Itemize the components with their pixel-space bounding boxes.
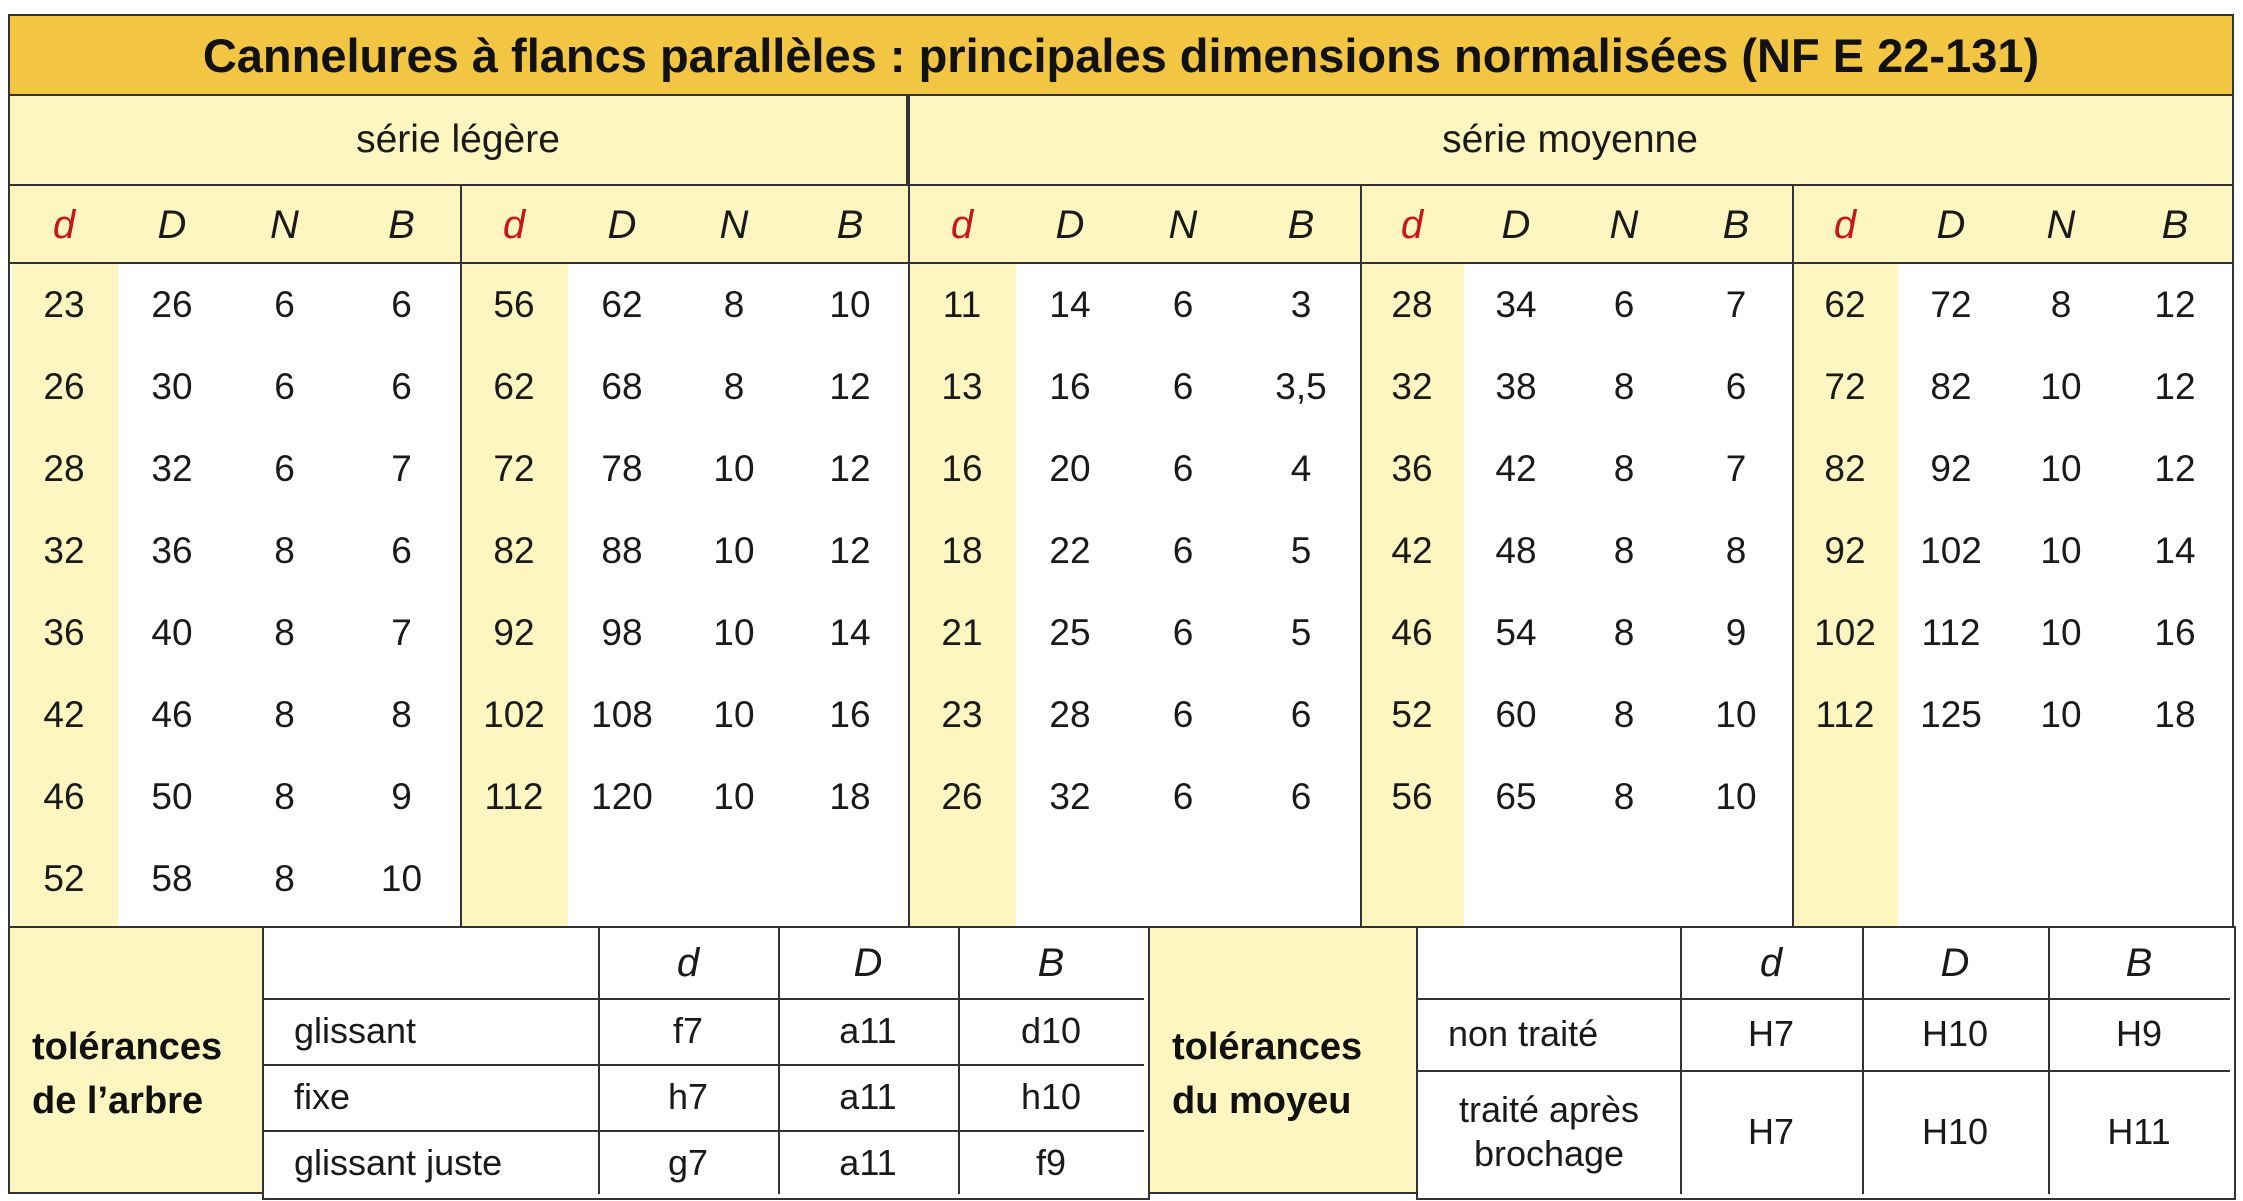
table-cell-N: 10	[2040, 612, 2082, 653]
table-cell-N: 8	[274, 776, 295, 817]
column-header-B: B	[2161, 202, 2189, 247]
table-cell-B: 10	[1715, 776, 1757, 817]
moyeu-cell: H10	[1921, 1013, 1989, 1054]
table-cell-d: 82	[493, 530, 535, 571]
column-header-D: D	[607, 202, 637, 247]
table-cell-d: 72	[1824, 366, 1866, 407]
table-cell-D: 58	[151, 858, 193, 899]
table-cell-d: 32	[43, 530, 85, 571]
table-cell-d: 23	[43, 284, 85, 325]
table-cell-D: 50	[151, 776, 193, 817]
table-cell-D: 34	[1495, 284, 1537, 325]
table-cell-d: 42	[43, 694, 85, 735]
table-cell-D: 25	[1049, 612, 1091, 653]
table-cell-D: 32	[151, 448, 193, 489]
table-cell-d: 112	[1815, 694, 1875, 735]
rule	[1862, 928, 1864, 1194]
tolerances-moyeu-label-line2: du moyeu	[1172, 1080, 1352, 1122]
table-cell-N: 6	[274, 284, 295, 325]
column-header-d: d	[52, 202, 76, 247]
table-cell-d: 28	[1391, 284, 1433, 325]
table-cell-B: 16	[2154, 612, 2196, 653]
table-cell-B: 3	[1290, 284, 1312, 325]
column-header-B: B	[1722, 202, 1750, 247]
table-cell-B: 12	[829, 366, 871, 407]
table-cell-N: 8	[1613, 694, 1635, 735]
table-cell-d: 26	[43, 366, 85, 407]
table-cell-d: 92	[493, 612, 535, 653]
table-cell-B: 7	[1725, 448, 1747, 489]
tolerances-arbre-label-line1: tolérances	[32, 1026, 223, 1068]
moyeu-cell: H10	[1921, 1111, 1989, 1152]
arbre-cell: g7	[667, 1142, 709, 1183]
table-cell-D: 48	[1495, 530, 1537, 571]
rule	[264, 1064, 1144, 1066]
table-cell-B: 5	[1290, 530, 1312, 571]
table-cell-B: 12	[2154, 448, 2196, 489]
block-separator	[1792, 186, 1794, 926]
column-header-N: N	[270, 202, 299, 247]
table-cell-N: 6	[1172, 530, 1194, 571]
column-header-d: d	[1833, 202, 1857, 247]
arbre-cell: h10	[1020, 1076, 1082, 1117]
table-cell-B: 12	[829, 530, 871, 571]
rule	[1418, 1070, 2230, 1072]
table-cell-N: 8	[723, 366, 745, 407]
table-cell-N: 8	[1613, 776, 1635, 817]
rule	[264, 998, 1144, 1000]
table-cell-D: 46	[151, 694, 193, 735]
arbre-row-label: glissant	[294, 1010, 417, 1051]
table-cell-D: 62	[601, 284, 643, 325]
table-cell-B: 8	[391, 694, 412, 735]
table-cell-d: 102	[1814, 612, 1876, 653]
table-cell-N: 8	[2050, 284, 2072, 325]
table-cell-N: 6	[1172, 448, 1194, 489]
table-cell-B: 5	[1290, 612, 1312, 653]
block-separator	[908, 96, 910, 926]
table-cell-d: 102	[483, 694, 545, 735]
table-cell-D: 42	[1495, 448, 1537, 489]
table-cell-d: 21	[941, 612, 983, 653]
rule	[778, 928, 780, 1194]
table-cell-N: 8	[1613, 612, 1635, 653]
table-cell-d: 56	[1391, 776, 1433, 817]
moyeu-row-label-line1: traité après	[1458, 1089, 1640, 1130]
table-cell-N: 6	[274, 366, 295, 407]
table-cell-N: 10	[713, 530, 755, 571]
column-header-N: N	[2046, 202, 2076, 247]
rule	[598, 928, 600, 1194]
table-cell-B: 8	[1725, 530, 1747, 571]
table-cell-B: 18	[829, 776, 871, 817]
table-cell-N: 10	[2040, 366, 2082, 407]
table-cell-N: 6	[1172, 284, 1194, 325]
tolerances-arbre-label	[32, 1020, 262, 1128]
series-moyenne-heading: série moyenne	[908, 96, 2232, 186]
column-header-D: D	[1055, 202, 1085, 247]
moyeu-cell: H7	[1747, 1111, 1795, 1152]
table-cell-N: 8	[274, 612, 295, 653]
moyeu-row-label: non traité	[1448, 1013, 1599, 1054]
table-cell-B: 6	[1290, 776, 1312, 817]
rule	[1418, 998, 2230, 1000]
table-cell-B: 6	[391, 530, 412, 571]
dimension-grid	[10, 16, 2232, 926]
table-cell-N: 8	[274, 694, 295, 735]
table-cell-B: 7	[1725, 284, 1747, 325]
table-cell-d: 26	[941, 776, 983, 817]
table-cell-D: 112	[1921, 612, 1981, 653]
arbre-header-B: B	[1037, 940, 1065, 985]
tolerances-moyeu-label	[1172, 1020, 1422, 1128]
table-cell-N: 10	[2040, 694, 2082, 735]
series-legere-heading: série légère	[10, 96, 908, 186]
table-cell-N: 8	[723, 284, 745, 325]
table-cell-D: 26	[151, 284, 193, 325]
table-cell-N: 8	[274, 530, 295, 571]
table-cell-d: 46	[1391, 612, 1433, 653]
table-cell-N: 6	[1172, 694, 1194, 735]
table-cell-D: 54	[1495, 612, 1537, 653]
table-cell-D: 22	[1049, 530, 1091, 571]
table-cell-N: 10	[713, 448, 755, 489]
table-cell-D: 20	[1049, 448, 1091, 489]
table-cell-N: 10	[713, 694, 755, 735]
table-cell-d: 28	[43, 448, 85, 489]
table-cell-N: 8	[274, 858, 295, 899]
block-separator	[460, 186, 462, 926]
column-header-N: N	[1168, 202, 1198, 247]
table-cell-d: 112	[484, 776, 544, 817]
column-header-B: B	[1287, 202, 1315, 247]
arbre-header-d: d	[676, 940, 700, 985]
table-cell-D: 82	[1930, 366, 1972, 407]
table-cell-B: 12	[2154, 284, 2196, 325]
table-cell-d: 36	[43, 612, 85, 653]
table-cell-N: 6	[1172, 612, 1194, 653]
table-cell-N: 10	[713, 776, 755, 817]
table-cell-d: 62	[493, 366, 535, 407]
table-cell-d: 82	[1824, 448, 1866, 489]
table-cell-D: 120	[591, 776, 653, 817]
moyeu-header-B: B	[2125, 940, 2153, 985]
table-cell-B: 6	[1725, 366, 1747, 407]
table-cell-d: 92	[1824, 530, 1866, 571]
tolerances-arbre-label-line2: de l’arbre	[32, 1080, 204, 1122]
rule	[264, 1130, 1144, 1132]
table-cell-B: 7	[391, 448, 412, 489]
table-cell-B: 7	[391, 612, 412, 653]
table-cell-D: 88	[601, 530, 643, 571]
arbre-cell: a11	[839, 1076, 897, 1117]
table-cell-N: 6	[1172, 776, 1194, 817]
table-cell-D: 102	[1920, 530, 1982, 571]
column-header-D: D	[1936, 202, 1966, 247]
spline-dimensions-table	[8, 14, 2234, 1194]
table-cell-D: 60	[1495, 694, 1537, 735]
tolerances-section	[10, 926, 2232, 1192]
table-cell-d: 72	[493, 448, 535, 489]
rule	[2048, 928, 2050, 1194]
moyeu-cell: H11	[2107, 1111, 2171, 1152]
table-cell-B: 10	[380, 858, 423, 899]
table-cell-d: 52	[1391, 694, 1433, 735]
rule	[1680, 928, 1682, 1194]
table-cell-D: 108	[591, 694, 653, 735]
table-cell-N: 10	[2040, 530, 2082, 571]
column-header-d: d	[1400, 202, 1424, 247]
table-cell-d: 56	[493, 284, 535, 325]
moyeu-header-d: d	[1759, 940, 1783, 985]
tolerances-arbre-table	[262, 926, 1150, 1200]
tolerances-moyeu-label-line1: tolérances	[1172, 1026, 1363, 1068]
column-header-B: B	[836, 202, 864, 247]
table-cell-D: 40	[151, 612, 193, 653]
moyeu-cell: H7	[1747, 1013, 1795, 1054]
table-cell-D: 16	[1049, 366, 1091, 407]
arbre-cell: a11	[839, 1010, 897, 1051]
table-cell-D: 92	[1930, 448, 1972, 489]
table-cell-d: 11	[942, 284, 982, 325]
moyeu-cell: H9	[2115, 1013, 2163, 1054]
table-cell-B: 10	[1715, 694, 1757, 735]
table-cell-B: 6	[391, 366, 412, 407]
table-cell-B: 10	[829, 284, 871, 325]
table-cell-D: 14	[1049, 284, 1091, 325]
arbre-cell: a11	[839, 1142, 897, 1183]
table-cell-d: 62	[1824, 284, 1866, 325]
table-cell-D: 78	[601, 448, 643, 489]
table-cell-D: 72	[1930, 284, 1972, 325]
table-cell-D: 36	[151, 530, 193, 571]
column-header-d: d	[502, 202, 526, 247]
table-cell-D: 65	[1495, 776, 1537, 817]
column-header-N: N	[1609, 202, 1639, 247]
moyeu-row-label	[1418, 1070, 1680, 1194]
column-header-D: D	[157, 202, 187, 247]
table-cell-N: 6	[274, 448, 295, 489]
table-title: Cannelures à flancs parallèles : principales dimensions normalisées (NF E 22-131)	[10, 16, 2232, 96]
arbre-header-D: D	[853, 940, 883, 985]
arbre-cell: f9	[1035, 1142, 1067, 1183]
table-cell-B: 18	[2154, 694, 2196, 735]
moyeu-header-D: D	[1940, 940, 1970, 985]
table-cell-D: 30	[151, 366, 193, 407]
table-cell-B: 14	[2154, 530, 2196, 571]
tolerances-moyeu-table	[1416, 926, 2236, 1200]
arbre-cell: d10	[1020, 1010, 1082, 1051]
table-cell-N: 8	[1613, 530, 1635, 571]
rule	[958, 928, 960, 1194]
column-header-D: D	[1501, 202, 1531, 247]
arbre-cell: f7	[672, 1010, 704, 1051]
table-cell-B: 6	[391, 284, 412, 325]
table-cell-B: 6	[1290, 694, 1312, 735]
table-cell-d: 23	[941, 694, 983, 735]
table-cell-B: 9	[1725, 612, 1747, 653]
table-cell-B: 14	[829, 612, 871, 653]
arbre-row-label: glissant juste	[294, 1142, 503, 1183]
table-cell-B: 3,5	[1275, 366, 1327, 407]
block-separator	[1360, 186, 1362, 926]
table-cell-d: 42	[1391, 530, 1433, 571]
table-cell-d: 46	[43, 776, 85, 817]
moyeu-row-label-line2: brochage	[1473, 1133, 1625, 1174]
table-cell-B: 12	[829, 448, 871, 489]
table-cell-D: 32	[1049, 776, 1091, 817]
table-cell-B: 12	[2154, 366, 2196, 407]
table-cell-d: 16	[941, 448, 983, 489]
table-cell-N: 8	[1613, 448, 1635, 489]
arbre-row-label: fixe	[294, 1076, 351, 1117]
table-cell-d: 32	[1391, 366, 1433, 407]
column-header-N: N	[719, 202, 749, 247]
arbre-cell: h7	[667, 1076, 709, 1117]
table-cell-N: 10	[2040, 448, 2082, 489]
table-cell-N: 10	[713, 612, 755, 653]
table-cell-N: 8	[1613, 366, 1635, 407]
table-cell-B: 9	[391, 776, 412, 817]
table-cell-D: 68	[601, 366, 643, 407]
table-cell-D: 38	[1495, 366, 1537, 407]
table-cell-N: 6	[1172, 366, 1194, 407]
table-cell-N: 6	[1613, 284, 1635, 325]
table-cell-d: 36	[1391, 448, 1433, 489]
table-cell-D: 98	[601, 612, 643, 653]
column-header-d: d	[950, 202, 974, 247]
table-cell-B: 4	[1290, 448, 1312, 489]
table-cell-B: 16	[829, 694, 871, 735]
column-header-B: B	[388, 202, 415, 247]
table-cell-D: 28	[1049, 694, 1091, 735]
table-cell-d: 13	[941, 366, 983, 407]
table-cell-d: 18	[941, 530, 983, 571]
table-cell-D: 125	[1920, 694, 1982, 735]
table-cell-d: 52	[43, 858, 85, 899]
